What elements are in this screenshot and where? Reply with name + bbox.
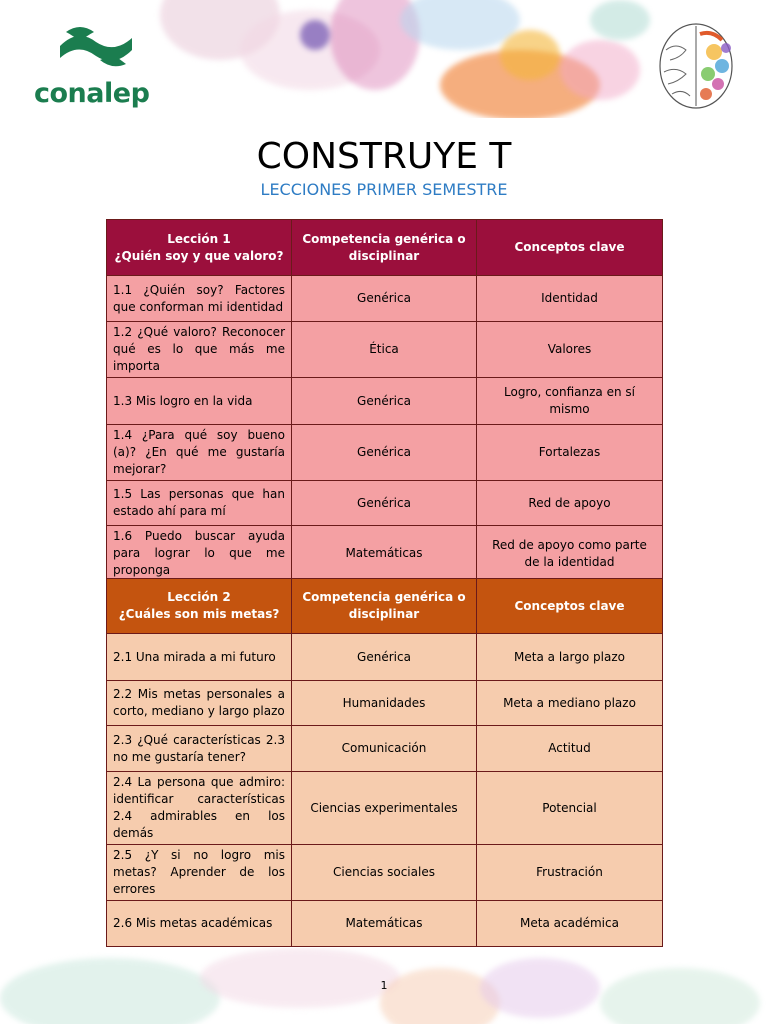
competency-cell: Genérica xyxy=(292,378,477,425)
lesson-2-table xyxy=(106,578,663,947)
lesson-cell: 2.5 ¿Y si no logro mis metas? Aprender de los errores xyxy=(107,845,292,901)
lesson-cell: 1.5 Las personas que han estado ahí para mí xyxy=(107,481,292,526)
lesson-1-table xyxy=(106,219,663,582)
concept-cell: Red de apoyo xyxy=(477,481,663,526)
page-number: 1 xyxy=(380,979,388,992)
competency-cell: Ciencias sociales xyxy=(292,845,477,901)
table-row xyxy=(107,901,663,947)
table-row xyxy=(107,481,663,526)
table-header-row xyxy=(107,220,663,276)
lesson-cell: 1.1 ¿Quién soy? Factores que conforman mi identidad xyxy=(107,276,292,322)
competency-cell: Genérica xyxy=(292,634,477,681)
key-concepts-header: Conceptos clave xyxy=(477,220,663,276)
concept-cell: Logro, confianza en sí mismo xyxy=(477,378,663,425)
competency-header: Competencia genérica o disciplinar xyxy=(292,579,477,634)
lesson-cell: 1.4 ¿Para qué soy bueno (a)? ¿En qué me gustaría mejorar? xyxy=(107,425,292,481)
lesson-cell: 2.4 La persona que admiro: identificar características 2.4 admirables en los demás xyxy=(107,772,292,845)
competency-cell: Genérica xyxy=(292,481,477,526)
lesson-cell: 1.6 Puedo buscar ayuda para lograr lo que me proponga xyxy=(107,526,292,582)
lesson-cell: 1.2 ¿Qué valoro? Reconocer qué es lo que más me importa xyxy=(107,322,292,378)
concept-cell: Potencial xyxy=(477,772,663,845)
concept-cell: Frustración xyxy=(477,845,663,901)
competency-cell: Genérica xyxy=(292,276,477,322)
table-row xyxy=(107,322,663,378)
concept-cell: Meta a largo plazo xyxy=(477,634,663,681)
table-row xyxy=(107,772,663,845)
concept-cell: Identidad xyxy=(477,276,663,322)
table-row xyxy=(107,726,663,772)
competency-cell: Ética xyxy=(292,322,477,378)
concept-cell: Meta a mediano plazo xyxy=(477,681,663,726)
competency-cell: Ciencias experimentales xyxy=(292,772,477,845)
competency-cell: Genérica xyxy=(292,425,477,481)
competency-cell: Humanidades xyxy=(292,681,477,726)
concept-cell: Meta académica xyxy=(477,901,663,947)
table-header-row xyxy=(107,579,663,634)
concept-cell: Actitud xyxy=(477,726,663,772)
competency-cell: Comunicación xyxy=(292,726,477,772)
page-subtitle: LECCIONES PRIMER SEMESTRE xyxy=(260,180,508,199)
competency-cell: Matemáticas xyxy=(292,526,477,582)
table-row xyxy=(107,276,663,322)
competency-cell: Matemáticas xyxy=(292,901,477,947)
lesson-cell: 1.3 Mis logro en la vida xyxy=(107,378,292,425)
lesson-cell: 2.3 ¿Qué características 2.3 no me gustaría tener? xyxy=(107,726,292,772)
key-concepts-header: Conceptos clave xyxy=(477,579,663,634)
table-row xyxy=(107,378,663,425)
lesson-header: Lección 2 ¿Cuáles son mis metas? xyxy=(107,579,292,634)
concept-cell: Fortalezas xyxy=(477,425,663,481)
page-title: CONSTRUYE T xyxy=(256,136,512,177)
concept-cell: Valores xyxy=(477,322,663,378)
conalep-logo xyxy=(34,24,154,114)
header-banner xyxy=(0,0,768,118)
table-row xyxy=(107,681,663,726)
table-row xyxy=(107,845,663,901)
lesson-cell: 2.2 Mis metas personales a corto, mediano y largo plazo xyxy=(107,681,292,726)
lesson-cell: 2.6 Mis metas académicas xyxy=(107,901,292,947)
table-row xyxy=(107,425,663,481)
table-row xyxy=(107,526,663,582)
lesson-cell: 2.1 Una mirada a mi futuro xyxy=(107,634,292,681)
table-row xyxy=(107,634,663,681)
concept-cell: Red de apoyo como parte de la identidad xyxy=(477,526,663,582)
competency-header: Competencia genérica o disciplinar xyxy=(292,220,477,276)
lesson-header: Lección 1 ¿Quién soy y que valoro? xyxy=(107,220,292,276)
logo-text: conalep xyxy=(34,78,150,109)
brain-icon xyxy=(656,20,736,112)
